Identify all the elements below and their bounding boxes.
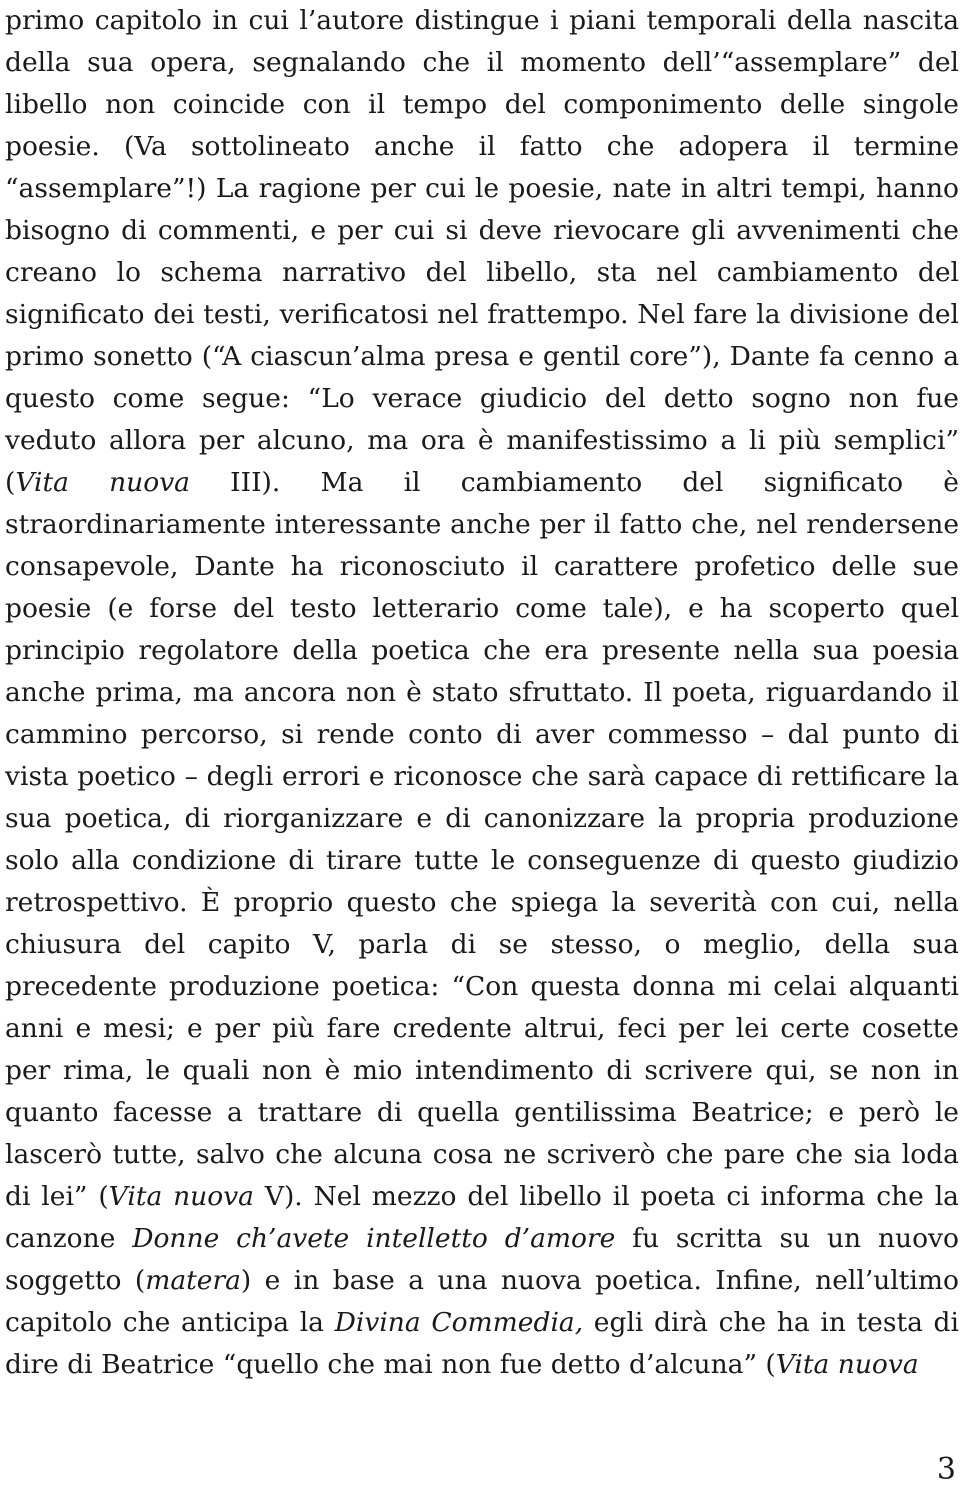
text-span: V). Nel mezzo del libello il poeta ci informa che la canzone <box>5 1181 959 1254</box>
page-number: 3 <box>936 1452 956 1487</box>
citation-vita-nuova: Vita nuova <box>15 467 190 498</box>
text-span: egli dirà che ha in testa di dire di Beatrice “quello che mai non fue detto d’alcuna” ( <box>5 1307 959 1380</box>
citation-vita-nuova: Vita nuova <box>108 1181 254 1212</box>
text-span: primo capitolo in cui l’autore distingue i piani temporali della nascita della sua opera, segnalando che il momento dell’“assemplare” del libello non coincide con il tempo del componimento delle singole poesie. (Va sottolineato anche il fatto che adopera il termine “assemplare”!) La ragione per cui le poesie, nate in altri tempi, hanno bisogno di commenti, e per cui si deve rievocare gli avvenimenti che creano lo schema narrativo del libello, sta nel cambiamento del significato dei testi, verificatosi nel frattempo. Nel fare la divisione del primo sonetto (“A ciascun’alma presa e gentil core”), Dante fa cenno a questo come segue: “Lo verace giudicio del detto sogno non fue veduto allora per alcuno, ma ora è manifestissimo a li più semplici” ( <box>5 5 959 498</box>
citation-vita-nuova: Vita nuova <box>775 1349 919 1380</box>
term-matera: matera <box>145 1265 241 1296</box>
canzone-title: Donne ch’avete intelletto d’amore <box>132 1223 616 1254</box>
body-paragraph <box>5 0 959 1386</box>
text-span: ) e in base a una nuova poetica. Infine, nell’ultimo capitolo che anticipa la <box>5 1265 959 1338</box>
citation-divina-commedia: Divina Commedia, <box>334 1307 584 1338</box>
text-span: III). Ma il cambiamento del significato è straordinariamente interessante anche per il fatto che, nel rendersene consapevole, Dante ha riconosciuto il carattere profetico delle sue poesie (e forse del testo letterario come tale), e ha scoperto quel principio regolatore della poetica che era presente nella sua poesia anche prima, ma ancora non è stato sfruttato. Il poeta, riguardando il cammino percorso, si rende conto di aver commesso – dal punto di vista poetico – degli errori e riconosce che sarà capace di rettificare la sua poetica, di riorganizzare e di canonizzare la propria produzione solo alla condizione di tirare tutte le conseguenze di questo giudizio retrospettivo. È proprio questo che spiega la severità con cui, nella chiusura del capito V, parla di se stesso, o meglio, della sua precedente produzione poetica: “Con questa donna mi celai alquanti anni e mesi; e per più fare credente altrui, feci per lei certe cosette per rima, le quali non è mio intendimento di scrivere qui, se non in quanto facesse a trattare di quella gentilissima Beatrice; e però le lascerò tutte, salvo che alcuna cosa ne scriverò che pare che sia loda di lei” ( <box>5 467 959 1212</box>
text-span: fu scritta su un nuovo soggetto ( <box>5 1223 959 1296</box>
